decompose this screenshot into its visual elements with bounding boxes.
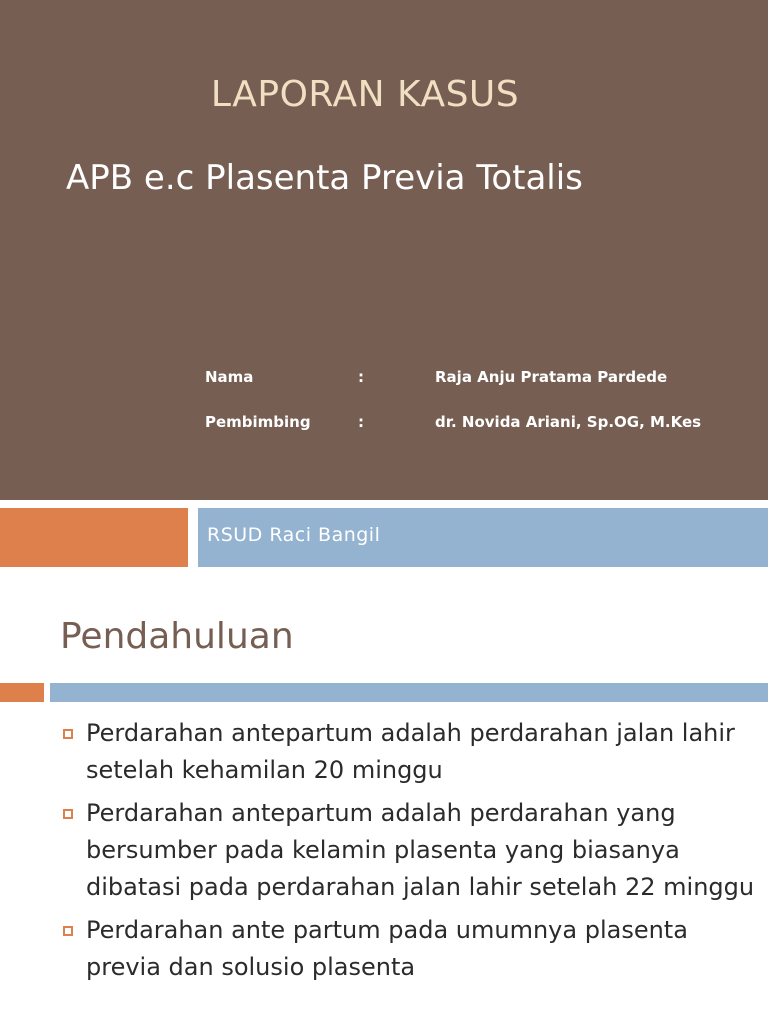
square-bullet-icon	[63, 729, 73, 739]
divider-bar	[50, 683, 768, 702]
info-label-nama: Nama	[205, 368, 254, 386]
bullet-item	[62, 795, 762, 906]
info-colon: :	[358, 368, 364, 386]
footer-accent-block	[0, 508, 188, 567]
square-bullet-icon	[63, 809, 73, 819]
square-bullet-icon	[63, 926, 73, 936]
footer-bar	[198, 508, 768, 567]
bullet-text: Perdarahan ante partum pada umumnya plasenta previa dan solusio plasenta	[86, 916, 688, 981]
footer-institution: RSUD Raci Bangil	[207, 524, 381, 546]
info-value-pembimbing: dr. Novida Ariani, Sp.OG, M.Kes	[435, 413, 702, 431]
info-label-pembimbing: Pembimbing	[205, 413, 311, 431]
title-slide	[0, 0, 768, 500]
section-title: Pendahuluan	[60, 616, 294, 657]
bullet-item	[62, 912, 762, 986]
bullet-list	[62, 715, 762, 992]
info-colon: :	[358, 413, 364, 431]
bullet-text: Perdarahan antepartum adalah perdarahan yang bersumber pada kelamin plasenta yang biasanya dibatasi pada perdarahan jalan lahir setelah 22 minggu	[86, 799, 755, 901]
info-value-nama: Raja Anju Pratama Pardede	[435, 368, 668, 386]
divider-accent-block	[0, 683, 44, 702]
slide-title: LAPORAN KASUS	[210, 74, 520, 115]
bullet-item	[62, 715, 762, 789]
slide-subtitle: APB e.c Plasenta Previa Totalis	[66, 158, 583, 198]
bullet-text: Perdarahan antepartum adalah perdarahan jalan lahir setelah kehamilan 20 minggu	[86, 719, 735, 784]
